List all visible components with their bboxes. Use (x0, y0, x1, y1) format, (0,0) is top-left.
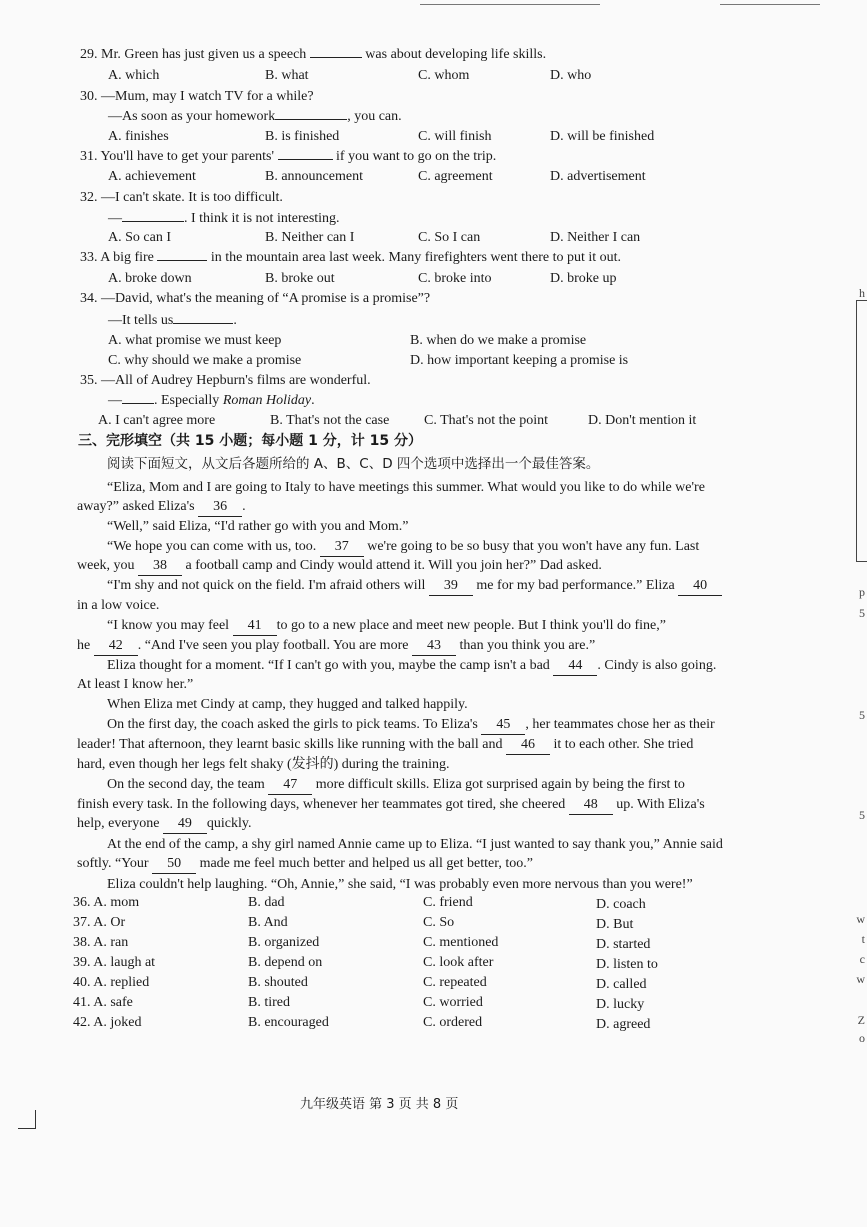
passage-line (107, 716, 715, 735)
answer-option: C. look after (423, 955, 494, 970)
passage-line (107, 538, 699, 557)
answer-option: A. So can I (108, 230, 171, 245)
question-text: —I can't skate. It is too difficult. (97, 190, 283, 205)
passage-line (107, 876, 693, 894)
passage-text: we're going to be so busy that you won't have any fun. Last (363, 539, 700, 554)
passage-line (77, 815, 252, 834)
question-text: —As soon as your homework (108, 109, 276, 124)
answer-blank: 44 (553, 657, 597, 676)
question-text: , you can. (347, 109, 402, 124)
answer-option: B. encouraged (248, 1015, 329, 1030)
answer-option (73, 1014, 141, 1032)
answer-option: D. Neither I can (550, 230, 641, 245)
answer-option: D. lucky (596, 997, 645, 1012)
answer-option-label: A. safe (90, 995, 133, 1010)
passage-line (107, 617, 666, 636)
answer-option: A. which (108, 68, 160, 83)
passage-text: . Cindy is also going. (597, 658, 717, 673)
answer-option: B. organized (248, 935, 320, 950)
passage-text: “Eliza, Mom and I are going to Italy to have meetings this summer. What would you like to do while we're (107, 480, 705, 495)
passage-text: leader! That afternoon, they learnt basic skills like running with the ball and (77, 737, 506, 752)
passage-text: . (242, 499, 246, 514)
answer-option: A. I can't agree more (98, 413, 216, 428)
question-text: — (108, 211, 122, 226)
passage-text: to go to a new place and meet new people. But I think you'll do fine,” (276, 618, 666, 633)
question-number: 30. (80, 89, 98, 104)
passage-line (77, 756, 449, 774)
answer-blank: 50 (152, 855, 196, 874)
answer-option: C. agreement (418, 169, 493, 184)
answer-option-label: A. Or (90, 915, 126, 930)
question-number: 38. (73, 935, 91, 950)
question-stem (80, 290, 430, 308)
answer-option: B. That's not the case (270, 413, 390, 428)
passage-text: it to each other. She tried (549, 737, 694, 752)
passage-text: At the end of the camp, a shy girl named Annie came up to Eliza. “I just wanted to say thank you,” Annie said (107, 837, 723, 852)
question-text: —It tells us (108, 313, 174, 328)
answer-option: C. worried (423, 995, 483, 1010)
question-text: —David, what's the meaning of “A promise is a promise”? (97, 291, 431, 306)
scan-artifact-line (720, 4, 820, 5)
question-number: 35. (80, 373, 98, 388)
crop-mark (18, 1128, 36, 1129)
answer-option-label: A. replied (90, 975, 150, 990)
answer-option: B. tired (248, 995, 290, 1010)
passage-text: Eliza thought for a moment. “If I can't go with you, maybe the camp isn't a bad (107, 658, 554, 673)
edge-fragment: w (856, 972, 865, 986)
answer-option (73, 894, 139, 912)
passage-line (77, 796, 705, 815)
question-number: 39. (73, 955, 91, 970)
answer-option: C. mentioned (423, 935, 499, 950)
answer-blank (173, 323, 233, 324)
answer-option: D. broke up (550, 271, 617, 286)
answer-option: B. is finished (265, 129, 340, 144)
answer-blank: 45 (481, 716, 525, 735)
answer-option: D. how important keeping a promise is (410, 353, 629, 368)
answer-option: D. will be finished (550, 129, 655, 144)
question-number: 40. (73, 975, 91, 990)
answer-blank: 43 (412, 637, 456, 656)
passage-text: On the first day, the coach asked the girls to pick teams. To Eliza's (107, 717, 482, 732)
answer-option-label: A. joked (90, 1015, 142, 1030)
answer-option: C. why should we make a promise (108, 353, 302, 368)
answer-blank (122, 403, 154, 404)
passage-text: On the second day, the team (107, 777, 269, 792)
answer-option-label: A. laugh at (90, 955, 156, 970)
question-text: —Mum, may I watch TV for a while? (97, 89, 314, 104)
passage-text: than you think you are.” (456, 638, 596, 653)
answer-blank: 40 (678, 577, 722, 596)
answer-option: D. who (550, 68, 592, 83)
question-text: Mr. Green has just given us a speech (97, 47, 307, 62)
answer-option: A. broke down (108, 271, 192, 286)
edge-fragment: 5 (859, 708, 865, 722)
answer-option: C. That's not the point (424, 413, 548, 428)
answer-blank: 42 (94, 637, 138, 656)
passage-text: hard, even though her legs felt shaky (发抖的) during the training. (77, 757, 450, 772)
edge-fragment: w (856, 912, 865, 926)
question-number: 37. (73, 915, 91, 930)
answer-option (73, 954, 155, 972)
question-text: —All of Audrey Hepburn's films are wonderful. (97, 373, 371, 388)
question-line (108, 108, 402, 126)
question-number: 32. (80, 190, 98, 205)
passage-text: me for my bad performance.” Eliza (472, 578, 679, 593)
answer-option: B. shouted (248, 975, 308, 990)
crop-mark (35, 1110, 36, 1129)
answer-option: B. when do we make a promise (410, 333, 587, 348)
answer-option: C. friend (423, 895, 473, 910)
question-text: A big fire (97, 250, 154, 265)
question-text: was about developing life skills. (361, 47, 547, 62)
section-instruction: 阅读下面短文，从文后各题所给的 A、B、C、D 四个选项中选择出一个最佳答案。 (107, 456, 600, 472)
question-text: . I think it is not interesting. (184, 211, 340, 226)
answer-option: C. ordered (423, 1015, 483, 1030)
question-text: if you want to go on the trip. (332, 149, 497, 164)
edge-fragment: t (861, 932, 865, 946)
answer-option: C. repeated (423, 975, 487, 990)
answer-option: D. called (596, 977, 647, 992)
passage-text: softly. “Your (77, 856, 153, 871)
passage-text: he (77, 638, 94, 653)
passage-line (77, 557, 602, 576)
question-text: . Especially (154, 393, 223, 408)
question-number: 41. (73, 995, 91, 1010)
question-number: 33. (80, 250, 98, 265)
question-stem (80, 148, 496, 166)
answer-blank: 47 (268, 776, 312, 795)
question-title-italic: Roman Holiday (222, 393, 312, 408)
passage-line (77, 637, 595, 656)
passage-text: “Well,” said Eliza, “I'd rather go with you and Mom.” (107, 519, 409, 534)
passage-text: At least I know her.” (77, 677, 194, 692)
passage-text: in a low voice. (77, 598, 160, 613)
answer-option: B. broke out (265, 271, 335, 286)
answer-option (73, 914, 125, 932)
passage-text: Eliza couldn't help laughing. “Oh, Annie,” she said, “I was probably even more nervous than you were!” (107, 877, 693, 892)
answer-option: C. whom (418, 68, 470, 83)
answer-blank: 48 (569, 796, 613, 815)
answer-option: B. dad (248, 895, 285, 910)
answer-option: A. finishes (108, 129, 169, 144)
answer-option: C. broke into (418, 271, 492, 286)
passage-text: finish every task. In the following days, whenever her teammates got tired, she cheered (77, 797, 569, 812)
answer-blank: 37 (320, 538, 364, 557)
answer-blank: 41 (233, 617, 277, 636)
edge-fragment: Z (857, 1013, 865, 1027)
answer-option-label: A. ran (90, 935, 129, 950)
answer-option: C. So (423, 915, 455, 930)
question-stem (80, 88, 314, 106)
passage-line (107, 577, 722, 596)
question-number: 42. (73, 1015, 91, 1030)
question-line (108, 312, 237, 330)
passage-text: up. With Eliza's (612, 797, 705, 812)
adjacent-page-box (856, 300, 867, 562)
passage-line (107, 657, 716, 676)
answer-blank: 49 (163, 815, 207, 834)
answer-blank (310, 57, 362, 58)
passage-text: “I know you may feel (107, 618, 233, 633)
answer-option: C. So I can (418, 230, 481, 245)
answer-blank (122, 221, 184, 222)
passage-text: “We hope you can come with us, too. (107, 539, 320, 554)
question-text: . (311, 393, 315, 408)
question-text: in the mountain area last week. Many firefighters went there to put it out. (207, 250, 622, 265)
answer-option: A. what promise we must keep (108, 333, 282, 348)
scan-artifact-line (420, 4, 600, 5)
answer-option (73, 974, 149, 992)
answer-option: D. agreed (596, 1017, 651, 1032)
edge-fragment: o (859, 1031, 865, 1045)
passage-line (77, 676, 193, 694)
answer-option: D. started (596, 937, 651, 952)
edge-fragment: 5 (859, 606, 865, 620)
passage-line (107, 776, 685, 795)
answer-option: B. what (265, 68, 309, 83)
passage-line (77, 736, 693, 755)
passage-line (107, 479, 705, 497)
answer-option: B. depend on (248, 955, 323, 970)
passage-text: made me feel much better and helped us all get better, too.” (196, 856, 533, 871)
passage-line (107, 836, 723, 854)
answer-option: C. will finish (418, 129, 492, 144)
question-number: 29. (80, 47, 98, 62)
passage-text: away?” asked Eliza's (77, 499, 199, 514)
question-stem (80, 372, 371, 390)
edge-fragment: h (859, 286, 865, 300)
answer-option (73, 994, 133, 1012)
question-line (108, 392, 315, 410)
answer-option: D. Don't mention it (588, 413, 697, 428)
question-stem (80, 46, 546, 64)
question-number: 36. (73, 895, 91, 910)
answer-blank (157, 260, 207, 261)
passage-text: help, everyone (77, 816, 163, 831)
answer-blank (275, 119, 347, 120)
answer-blank: 39 (429, 577, 473, 596)
passage-text: , her teammates chose her as their (525, 717, 715, 732)
passage-text: When Eliza met Cindy at camp, they hugged and talked happily. (107, 697, 468, 712)
answer-blank: 46 (506, 736, 550, 755)
question-text: You'll have to get your parents' (97, 149, 275, 164)
question-stem (80, 249, 621, 267)
question-line (108, 210, 340, 228)
passage-text: more difficult skills. Eliza got surprised again by being the first to (312, 777, 685, 792)
question-number: 31. (80, 149, 98, 164)
answer-option: D. advertisement (550, 169, 646, 184)
answer-option (73, 934, 128, 952)
answer-option: B. Neither can I (265, 230, 355, 245)
edge-fragment: c (859, 952, 865, 966)
question-text: — (108, 393, 122, 408)
answer-blank: 36 (198, 498, 242, 517)
section-title: 三、完形填空（共 15 小题；每小题 1 分，计 15 分） (78, 433, 422, 449)
edge-fragment: 5 (859, 808, 865, 822)
passage-text: “I'm shy and not quick on the field. I'm afraid others will (107, 578, 429, 593)
answer-option-label: A. mom (90, 895, 140, 910)
answer-option: D. listen to (596, 957, 658, 972)
passage-text: . “And I've seen you play football. You are more (137, 638, 413, 653)
answer-blank (278, 159, 333, 160)
passage-line (77, 498, 246, 517)
passage-line (107, 518, 409, 536)
passage-text: week, you (77, 558, 139, 573)
passage-line (77, 597, 159, 615)
answer-option: A. achievement (108, 169, 196, 184)
passage-line (77, 855, 533, 874)
passage-text: a football camp and Cindy would attend it. Will you join her?” Dad asked. (182, 558, 602, 573)
edge-fragment: p (859, 585, 865, 599)
question-text: . (233, 313, 237, 328)
question-stem (80, 189, 283, 207)
passage-line (107, 696, 468, 714)
answer-option: B. And (248, 915, 288, 930)
answer-option: D. But (596, 917, 634, 932)
answer-blank: 38 (138, 557, 182, 576)
answer-option: D. coach (596, 897, 646, 912)
question-number: 34. (80, 291, 98, 306)
answer-option: B. announcement (265, 169, 363, 184)
page-footer: 九年级英语 第 3 页 共 8 页 (300, 1097, 459, 1112)
passage-text: quickly. (206, 816, 252, 831)
